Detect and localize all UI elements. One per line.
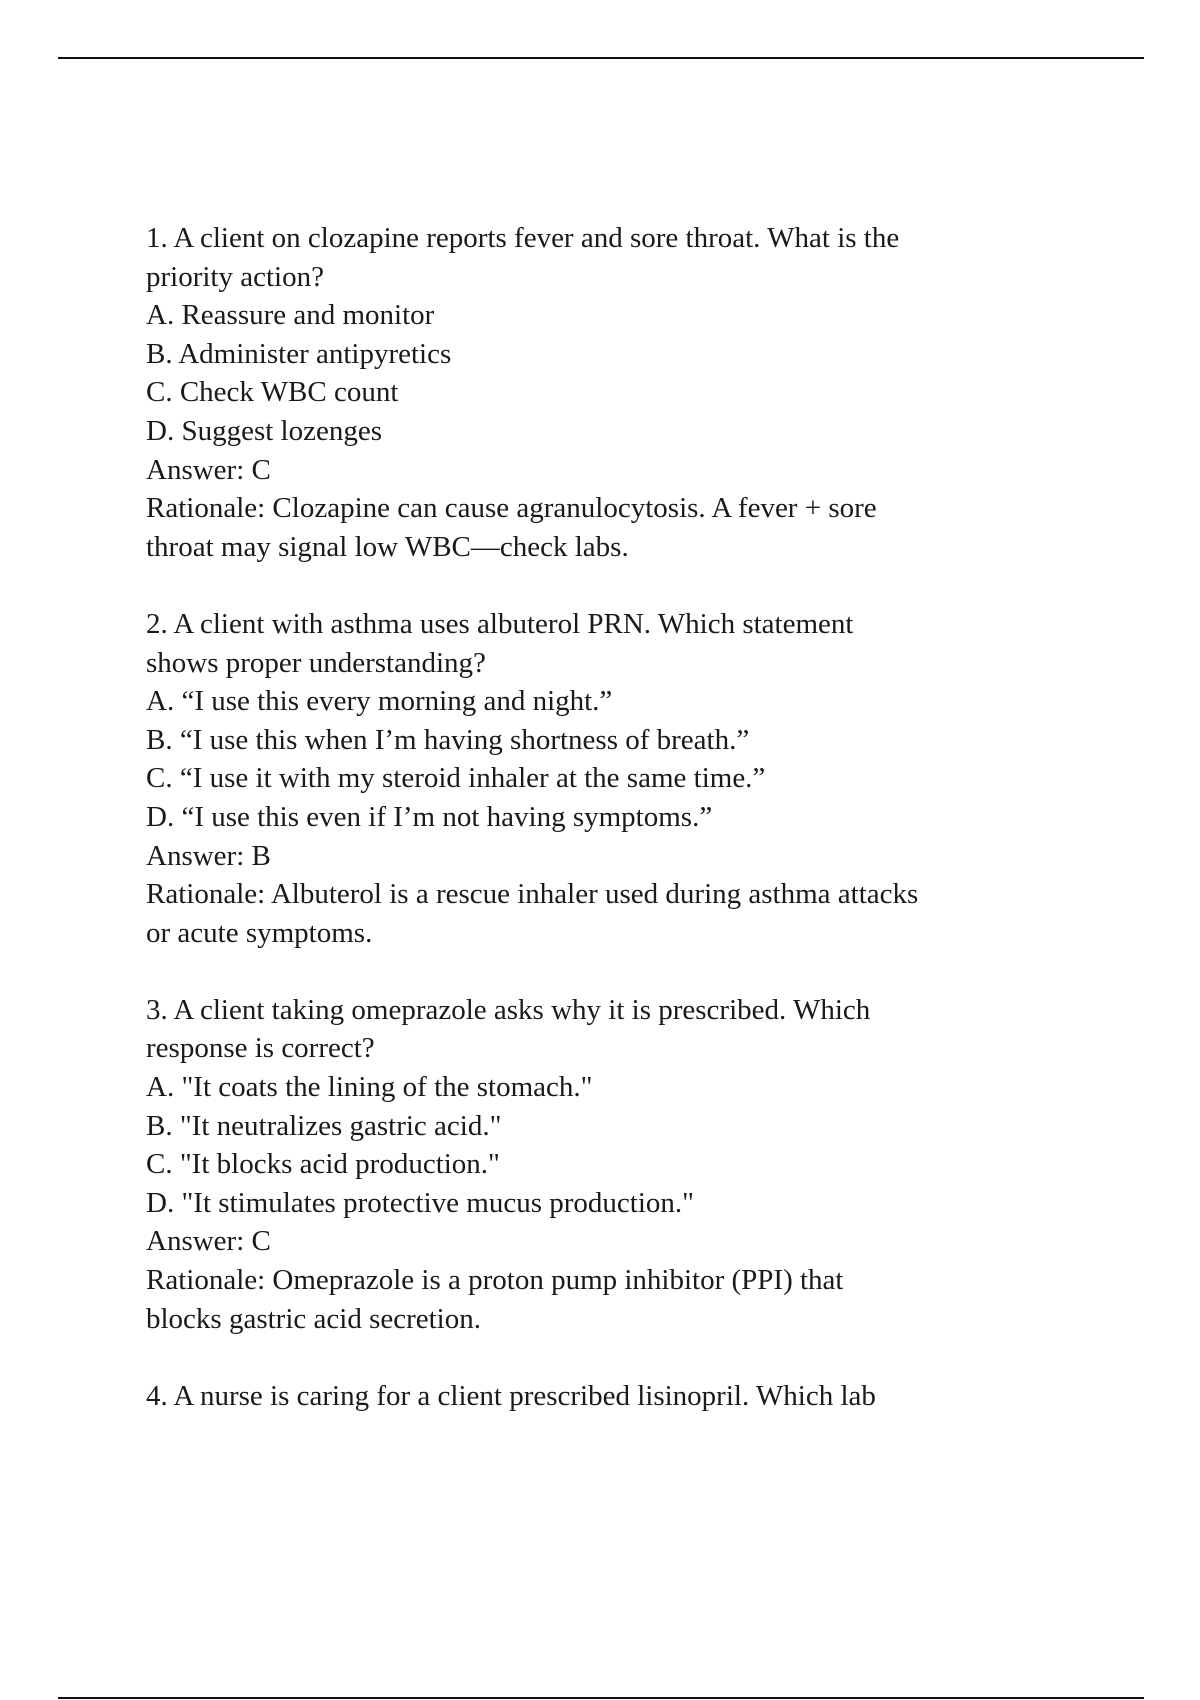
option-c: C. Check WBC count (146, 376, 399, 409)
question-stem-continued: priority action? (146, 260, 324, 293)
rationale-continued: blocks gastric acid secretion. (146, 1302, 481, 1335)
option-a: A. Reassure and monitor (146, 299, 435, 332)
option-d: D. "It stimulates protective mucus production." (146, 1186, 694, 1219)
answer: Answer: B (146, 839, 271, 872)
question-stem-continued: response is correct? (146, 1032, 375, 1065)
question-stem: 1. A client on clozapine reports fever and sore throat. What is the (146, 222, 900, 254)
rationale-continued: throat may signal low WBC—check labs. (146, 530, 629, 563)
option-c: C. "It blocks acid production." (146, 1148, 500, 1181)
option-b: B. “I use this when I’m having shortness of breath.” (146, 723, 750, 756)
document-body (146, 219, 1046, 1454)
question-3 (146, 991, 1046, 1338)
option-d: D. Suggest lozenges (146, 414, 382, 447)
question-1 (146, 219, 1046, 566)
option-a: A. “I use this every morning and night.” (146, 685, 613, 718)
bottom-divider (58, 1697, 1144, 1699)
question-stem: 3. A client taking omeprazole asks why it is prescribed. Which (146, 993, 871, 1026)
answer: Answer: C (146, 1225, 271, 1258)
answer: Answer: C (146, 453, 271, 486)
rationale: Rationale: Clozapine can cause agranulocytosis. A fever + sore (146, 492, 877, 525)
rationale: Rationale: Albuterol is a rescue inhaler used during asthma attacks (146, 878, 919, 911)
rationale-continued: or acute symptoms. (146, 916, 373, 949)
option-b: B. Administer antipyretics (146, 337, 452, 370)
question-stem-continued: shows proper understanding? (146, 646, 486, 679)
option-d: D. “I use this even if I’m not having symptoms.” (146, 800, 713, 833)
option-b: B. "It neutralizes gastric acid." (146, 1109, 502, 1142)
rationale: Rationale: Omeprazole is a proton pump inhibitor (PPI) that (146, 1264, 844, 1297)
option-a: A. "It coats the lining of the stomach." (146, 1071, 593, 1104)
question-stem: 4. A nurse is caring for a client prescribed lisinopril. Which lab (146, 1379, 876, 1412)
top-divider (58, 57, 1144, 59)
question-stem: 2. A client with asthma uses albuterol PRN. Which statement (146, 607, 854, 640)
question-4 (146, 1377, 1046, 1416)
option-c: C. “I use it with my steroid inhaler at the same time.” (146, 762, 766, 795)
question-2 (146, 605, 1046, 952)
